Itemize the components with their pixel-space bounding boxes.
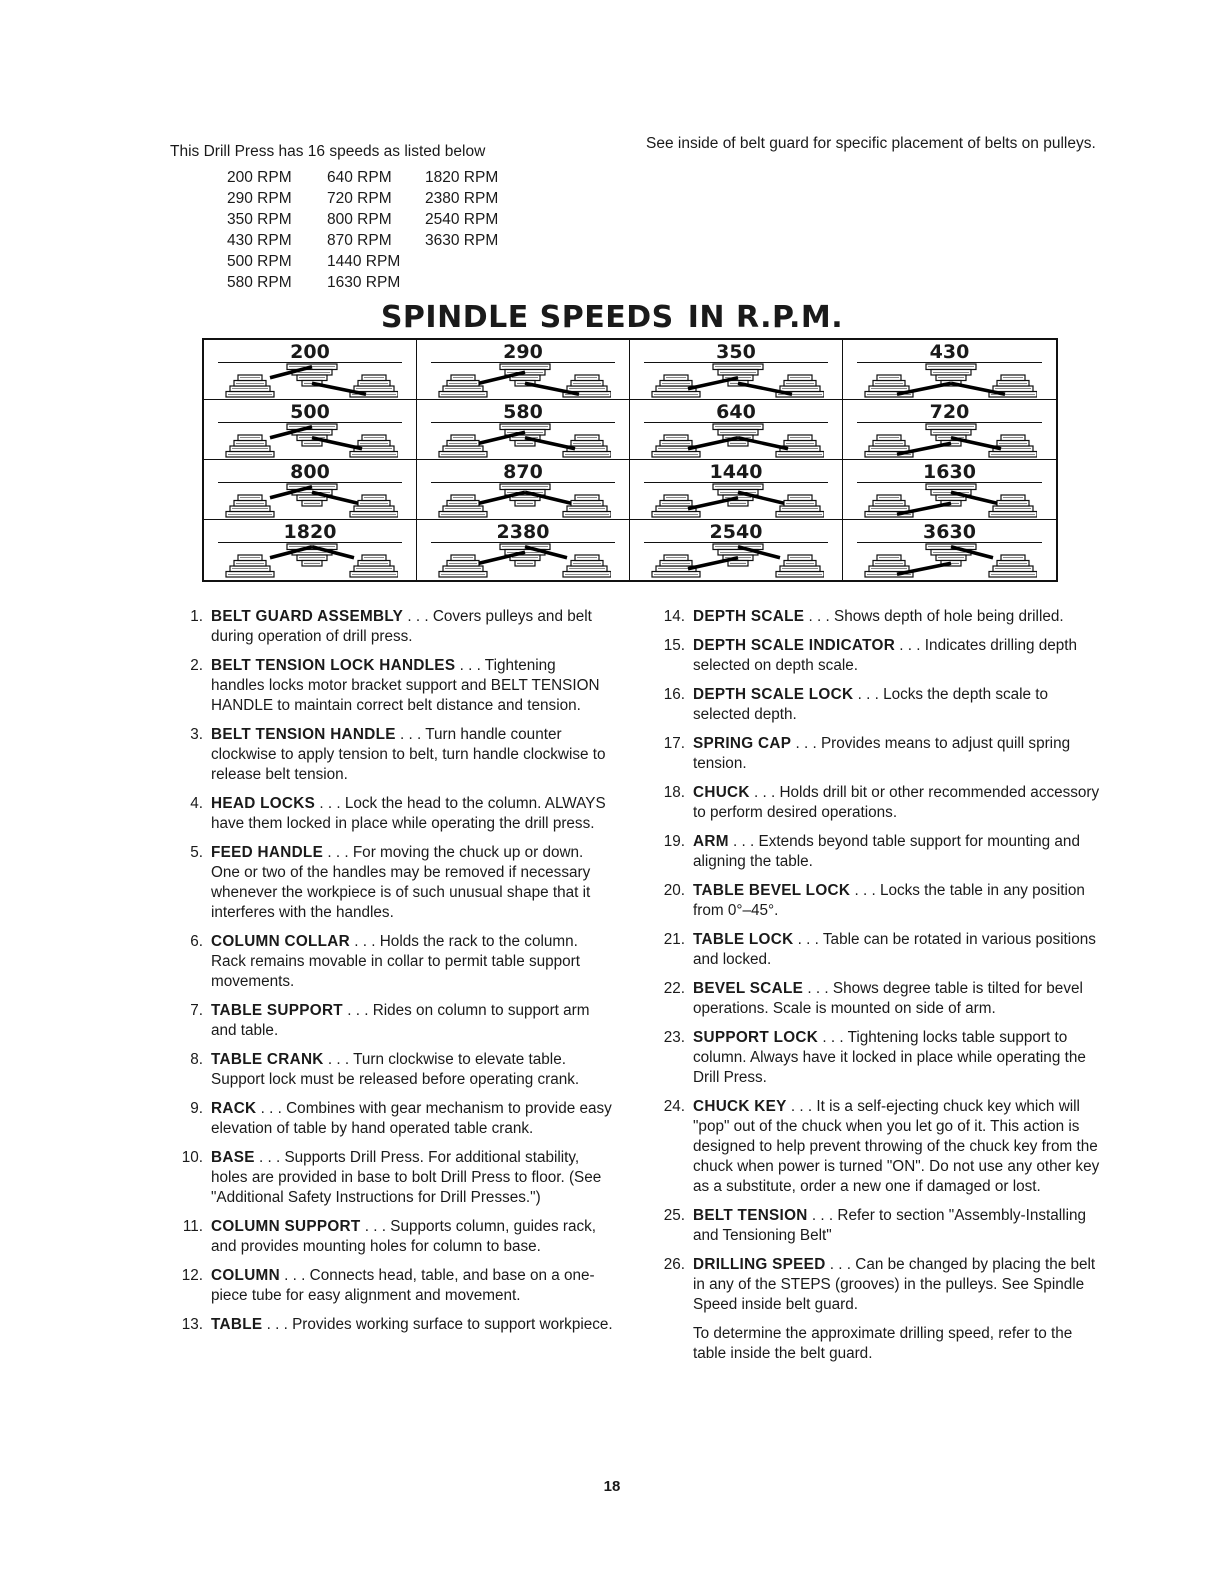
speed-cell <box>204 340 417 400</box>
part-number: 3. <box>190 726 203 743</box>
pulley-belt-diagram <box>437 542 611 578</box>
part-item <box>168 1050 613 1090</box>
part-description <box>211 725 613 785</box>
part-number: 17. <box>663 735 685 752</box>
part-term: BASE <box>211 1149 255 1166</box>
part-item <box>650 783 1100 823</box>
part-item <box>168 1148 613 1208</box>
rpm-entry: 1630 RPM <box>327 274 401 291</box>
part-term: SPRING CAP <box>693 735 792 752</box>
rpm-entry: 2540 RPM <box>425 211 499 228</box>
part-number: 14. <box>663 608 685 625</box>
part-term: FEED HANDLE <box>211 844 324 861</box>
part-description <box>211 1266 613 1306</box>
part-description <box>693 1097 1100 1197</box>
part-term: HEAD LOCKS <box>211 795 316 812</box>
pulley-belt-diagram <box>863 482 1037 518</box>
spindle-speed-table <box>202 338 1058 582</box>
part-term: CHUCK <box>693 784 750 801</box>
pulley-belt-diagram <box>437 422 611 458</box>
rpm-entry <box>425 251 523 272</box>
part-description <box>693 1255 1100 1315</box>
part-term: TABLE CRANK <box>211 1051 324 1068</box>
rpm-entry: 580 RPM <box>227 274 292 291</box>
part-term: TABLE <box>211 1316 263 1333</box>
part-number: 5. <box>190 844 203 861</box>
part-term: DEPTH SCALE <box>693 608 805 625</box>
speed-label: 200 <box>218 342 402 363</box>
pulley-belt-diagram <box>224 482 398 518</box>
part-text: . . . Shows degree table is tilted for bevel operations. Scale is mounted on side of arm. <box>693 980 1083 1017</box>
rpm-list <box>227 167 590 293</box>
part-number: 2. <box>190 657 203 674</box>
part-item <box>168 1217 613 1257</box>
speed-label: 1630 <box>857 462 1042 483</box>
rpm-entry: 290 RPM <box>227 190 292 207</box>
rpm-entry: 430 RPM <box>227 232 292 249</box>
part-text: . . . Locks the depth scale to selected depth. <box>693 686 1049 723</box>
part-term: TABLE SUPPORT <box>211 1002 343 1019</box>
part-item <box>650 1255 1100 1315</box>
speed-cell <box>204 400 417 460</box>
rpm-entry <box>425 272 523 293</box>
part-text: . . . For moving the chuck up or down. One or two of the handles may be removed if necessary whenever the workpiece is of such unusual shape that it interferes with the handles. <box>211 844 591 921</box>
part-number: 8. <box>190 1051 203 1068</box>
part-item <box>168 843 613 923</box>
speed-label: 1820 <box>218 522 402 543</box>
part-description <box>211 1050 613 1090</box>
part-number: 22. <box>663 980 685 997</box>
part-item <box>168 1266 613 1306</box>
part-item <box>168 725 613 785</box>
part-term: BELT TENSION <box>693 1207 808 1224</box>
part-term: BELT GUARD ASSEMBLY <box>211 608 404 625</box>
speed-label: 580 <box>431 402 615 423</box>
pulley-belt-diagram <box>650 362 824 398</box>
part-description <box>693 979 1100 1019</box>
part-text: . . . Rides on column to support arm and table. <box>211 1002 590 1039</box>
part-text: . . . Extends beyond table support for mounting and aligning the table. <box>693 833 1080 870</box>
speed-label: 870 <box>431 462 615 483</box>
part-term: BEVEL SCALE <box>693 980 804 997</box>
rpm-entry: 870 RPM <box>327 232 392 249</box>
part-number: 9. <box>190 1100 203 1117</box>
part-item <box>168 1099 613 1139</box>
part-description <box>693 636 1100 676</box>
pulley-belt-diagram <box>437 362 611 398</box>
part-text: . . . Table can be rotated in various positions and locked. <box>693 931 1096 968</box>
part-item <box>650 881 1100 921</box>
part-term: COLUMN <box>211 1267 280 1284</box>
pulley-belt-diagram <box>863 362 1037 398</box>
part-description <box>693 1028 1100 1088</box>
part-item <box>168 1315 613 1335</box>
rpm-entry: 3630 RPM <box>425 232 499 249</box>
part-text: . . . It is a self-ejecting chuck key which will "pop" out of the chuck when you let go of it. This action is designed to help prevent throwing of the chuck key from the chuck when power is turned "ON". Do not use any other key as a substitute, order a new one if damaged or lost. <box>693 1098 1100 1195</box>
pulley-belt-diagram <box>437 482 611 518</box>
speed-cell <box>204 520 417 580</box>
rpm-entry: 1820 RPM <box>425 169 499 186</box>
part-description <box>693 832 1100 872</box>
part-number: 1. <box>190 608 203 625</box>
rpm-entry: 350 RPM <box>227 211 292 228</box>
part-text: . . . Tightening locks table support to column. Always have it locked in place while operating the Drill Press. <box>693 1029 1086 1086</box>
part-description <box>211 1099 613 1139</box>
rpm-entry: 720 RPM <box>327 190 392 207</box>
speed-cell <box>630 520 843 580</box>
pulley-belt-diagram <box>863 422 1037 458</box>
part-description <box>211 607 613 647</box>
speed-cell <box>843 340 1056 400</box>
part-item <box>168 656 613 716</box>
part-description <box>211 1001 613 1041</box>
part-number: 4. <box>190 795 203 812</box>
part-item <box>650 832 1100 872</box>
part-text: . . . Supports column, guides rack, and provides mounting holes for column to base. <box>211 1218 597 1255</box>
part-item <box>650 979 1100 1019</box>
speed-list-section <box>170 143 590 293</box>
part-description <box>693 930 1100 970</box>
part-term: BELT TENSION LOCK HANDLES <box>211 657 456 674</box>
part-number: 23. <box>663 1029 685 1046</box>
part-term: CHUCK KEY <box>693 1098 787 1115</box>
parts-list-left <box>168 607 613 1344</box>
part-text: . . . Lock the head to the column. ALWAYS have them locked in place while operating the drill press. <box>211 795 606 832</box>
part-description <box>693 685 1100 725</box>
pulley-belt-diagram <box>224 362 398 398</box>
part-description <box>693 1206 1100 1246</box>
part-term: SUPPORT LOCK <box>693 1029 819 1046</box>
part-item <box>650 1028 1100 1088</box>
speed-cell <box>417 460 630 520</box>
speed-label: 500 <box>218 402 402 423</box>
part-item <box>650 636 1100 676</box>
part-number: 10. <box>181 1149 203 1166</box>
part-description <box>211 1148 613 1208</box>
pulley-belt-diagram <box>650 542 824 578</box>
title-part-1: SPINDLE SPEEDS <box>380 300 674 335</box>
part-text: . . . Combines with gear mechanism to provide easy elevation of table by hand operated table crank. <box>211 1100 612 1137</box>
speed-cell <box>630 460 843 520</box>
part-number: 15. <box>663 637 685 654</box>
pulley-belt-diagram <box>224 422 398 458</box>
part-item <box>650 685 1100 725</box>
part-text: . . . Turn handle counter clockwise to apply tension to belt, turn handle clockwise to release belt tension. <box>211 726 606 783</box>
part-description <box>693 881 1100 921</box>
part-description <box>211 843 613 923</box>
part-number: 6. <box>190 933 203 950</box>
speed-label: 800 <box>218 462 402 483</box>
belt-placement-note: See inside of belt guard for specific placement of belts on pulleys. <box>646 135 1096 152</box>
part-item <box>168 607 613 647</box>
speed-label: 720 <box>857 402 1042 423</box>
speed-cell <box>630 340 843 400</box>
title-part-2: IN R.P.M. <box>687 300 844 335</box>
part-description <box>211 1217 613 1257</box>
part-item <box>650 1097 1100 1197</box>
part-text: . . . Connects head, table, and base on a one-piece tube for easy alignment and movement. <box>211 1267 595 1304</box>
part-description <box>693 734 1100 774</box>
part-description <box>211 656 613 716</box>
part-text: . . . Holds the rack to the column. Rack remains movable in collar to permit table support movements. <box>211 933 580 990</box>
part-number: 20. <box>663 882 685 899</box>
part-text: . . . Provides means to adjust quill spring tension. <box>693 735 1071 772</box>
part-text: . . . Tightening handles locks motor bracket support and BELT TENSION HANDLE to maintain correct belt distance and tension. <box>211 657 600 714</box>
pulley-belt-diagram <box>863 542 1037 578</box>
speed-label: 2540 <box>644 522 828 543</box>
speed-label: 430 <box>857 342 1042 363</box>
part-term: DRILLING SPEED <box>693 1256 826 1273</box>
part-term: BELT TENSION HANDLE <box>211 726 396 743</box>
part-number: 21. <box>663 931 685 948</box>
speed-label: 1440 <box>644 462 828 483</box>
part-term: TABLE BEVEL LOCK <box>693 882 851 899</box>
speed-cell <box>843 400 1056 460</box>
pulley-belt-diagram <box>650 422 824 458</box>
part-number: 18. <box>663 784 685 801</box>
part-item <box>650 607 1100 627</box>
rpm-entry: 500 RPM <box>227 253 292 270</box>
rpm-entry: 2380 RPM <box>425 190 499 207</box>
drilling-speed-closing: To determine the approximate drilling speed, refer to the table inside the belt guard. <box>693 1325 1073 1362</box>
speed-cell <box>417 520 630 580</box>
part-item <box>650 930 1100 970</box>
spindle-speeds-title <box>0 300 1224 335</box>
rpm-entry: 800 RPM <box>327 211 392 228</box>
part-number: 7. <box>190 1002 203 1019</box>
part-text: . . . Locks the table in any position from 0°–45°. <box>693 882 1085 919</box>
speed-cell <box>843 520 1056 580</box>
pulley-belt-diagram <box>224 542 398 578</box>
speed-label: 640 <box>644 402 828 423</box>
part-number: 11. <box>182 1218 203 1235</box>
part-term: TABLE LOCK <box>693 931 794 948</box>
part-item <box>168 932 613 992</box>
part-term: COLUMN SUPPORT <box>211 1218 361 1235</box>
part-description <box>211 794 613 834</box>
speed-cell <box>630 400 843 460</box>
speed-label: 350 <box>644 342 828 363</box>
part-text: . . . Holds drill bit or other recommended accessory to perform desired operations. <box>693 784 1100 821</box>
parts-list-right <box>650 607 1100 1364</box>
part-term: ARM <box>693 833 729 850</box>
part-number: 25. <box>663 1207 685 1224</box>
part-item <box>168 794 613 834</box>
part-number: 12. <box>181 1267 203 1284</box>
part-item <box>650 734 1100 774</box>
part-text: . . . Can be changed by placing the belt in any of the STEPS (grooves) in the pulleys. See Spindle Speed inside belt guard. <box>693 1256 1096 1313</box>
part-number: 24. <box>663 1098 685 1115</box>
rpm-entry: 1440 RPM <box>327 253 401 270</box>
part-item <box>168 1001 613 1041</box>
rpm-entry: 640 RPM <box>327 169 392 186</box>
part-description <box>693 607 1100 627</box>
part-text: . . . Supports Drill Press. For additional stability, holes are provided in base to bolt Drill Press to floor. (See "Additional Safety Instructions for Drill Presses.") <box>211 1149 602 1206</box>
speed-cell <box>417 340 630 400</box>
part-number: 16. <box>663 686 685 703</box>
part-text: . . . Covers pulleys and belt during operation of drill press. <box>211 608 592 645</box>
speed-cell <box>204 460 417 520</box>
page-number: 18 <box>603 1478 621 1495</box>
speed-list-lead: This Drill Press has 16 speeds as listed below <box>170 143 486 160</box>
part-number: 13. <box>181 1316 203 1333</box>
part-description <box>693 783 1100 823</box>
part-term: RACK <box>211 1100 257 1117</box>
part-item <box>650 1206 1100 1246</box>
part-description <box>211 932 613 992</box>
speed-label: 3630 <box>857 522 1042 543</box>
speed-label: 2380 <box>431 522 615 543</box>
part-term: DEPTH SCALE LOCK <box>693 686 854 703</box>
part-term: COLUMN COLLAR <box>211 933 351 950</box>
part-description <box>211 1315 613 1335</box>
part-term: DEPTH SCALE INDICATOR <box>693 637 896 654</box>
part-text: . . . Shows depth of hole being drilled. <box>804 608 1064 625</box>
speed-label: 290 <box>431 342 615 363</box>
part-number: 19. <box>663 833 685 850</box>
rpm-entry: 200 RPM <box>227 169 292 186</box>
part-text: . . . Provides working surface to support workpiece. <box>262 1316 613 1333</box>
part-text: . . . Turn clockwise to elevate table. Support lock must be released before operating crank. <box>211 1051 580 1088</box>
part-text: . . . Indicates drilling depth selected on depth scale. <box>693 637 1078 674</box>
speed-cell <box>417 400 630 460</box>
pulley-belt-diagram <box>650 482 824 518</box>
part-text: . . . Refer to section "Assembly-Installing and Tensioning Belt" <box>693 1207 1086 1244</box>
speed-cell <box>843 460 1056 520</box>
part-number: 26. <box>663 1256 685 1273</box>
